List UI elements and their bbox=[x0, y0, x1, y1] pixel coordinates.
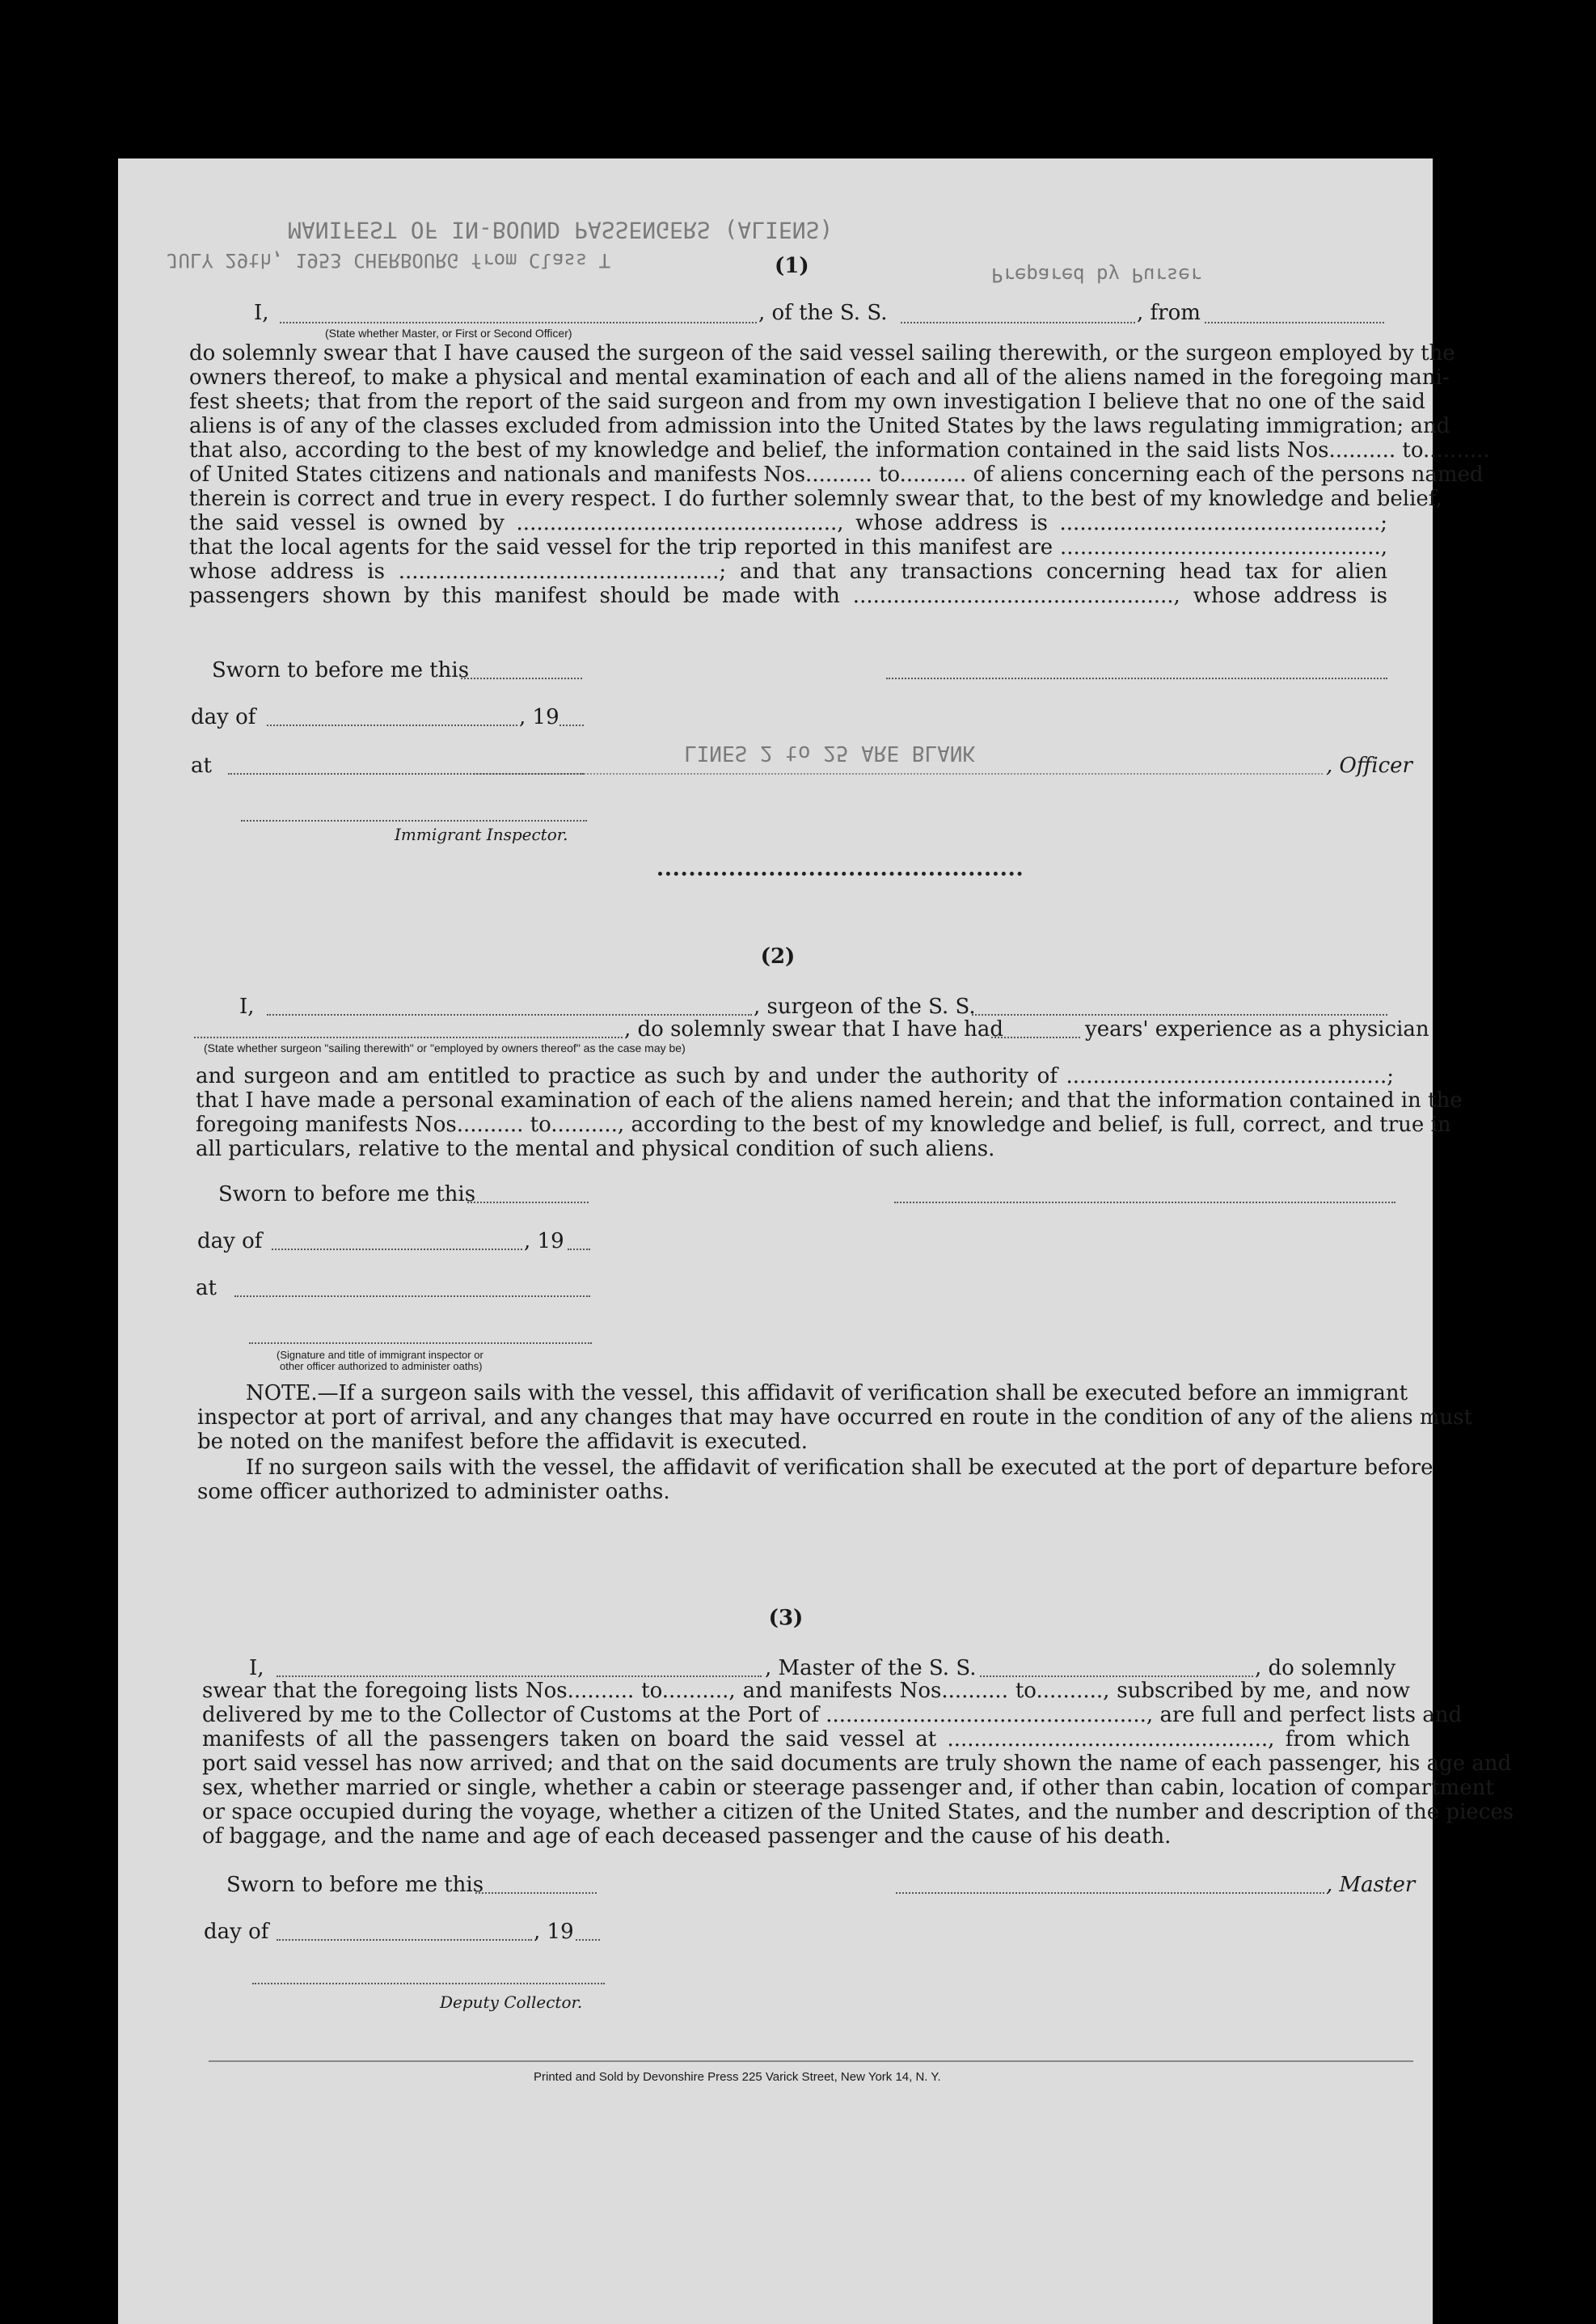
body-line: that I have made a personal examination of each of the aliens named herein; and that the information contained in the bbox=[196, 1088, 1463, 1113]
section2-sworn-label: Sworn to before me this bbox=[218, 1182, 476, 1206]
section1-i: I, bbox=[254, 301, 269, 325]
section3-number: (3) bbox=[768, 1606, 804, 1630]
body-line: manifests of all the passengers taken on board the said vessel at ................................................, from which bbox=[202, 1727, 1410, 1751]
binder-hole bbox=[1484, 1206, 1528, 1250]
note-line: NOTE.—If a surgeon sails with the vessel, this affidavit of verification shall be executed before an immigrant bbox=[246, 1381, 1408, 1405]
section1-day-field[interactable] bbox=[267, 725, 517, 726]
header-manifest-title: MANIFEST OF IN-BOUND PASSENGERS (ALIENS) bbox=[288, 217, 834, 243]
section1-sworn-label: Sworn to before me this bbox=[212, 658, 470, 682]
body-line: sex, whether married or single, whether a cabin or steerage passenger and, if other than cabin, location of compartment bbox=[202, 1776, 1494, 1800]
surgeon-name-field[interactable] bbox=[267, 1014, 752, 1016]
body-line: passengers shown by this manifest should be made with ................................................, whose address is bbox=[189, 584, 1387, 608]
body-line: foregoing manifests Nos.......... to.........., according to the best of my knowledge and belief, is full, correct, and true in bbox=[196, 1113, 1451, 1137]
master-name-field[interactable] bbox=[280, 322, 757, 323]
header-prepared-by: Prepared by Purser bbox=[991, 264, 1202, 286]
section1-subnote: (State whether Master, or First or Second Officer) bbox=[325, 327, 572, 340]
section3-year-label: , 19 bbox=[534, 1920, 574, 1944]
section1-day-of-label: day of bbox=[191, 705, 256, 729]
binder-hole bbox=[1465, 844, 1509, 888]
section3-day-field[interactable] bbox=[277, 1939, 532, 1941]
section2-swear-text: , do solemnly swear that I have had bbox=[624, 1017, 1004, 1042]
section2-at-field[interactable] bbox=[234, 1295, 590, 1297]
section3-sworn-label: Sworn to before me this bbox=[226, 1873, 484, 1897]
body-line: therein is correct and true in every respect. I do further solemnly swear that, to the best of my knowledge and belief, bbox=[189, 487, 1442, 511]
section2-number: (2) bbox=[760, 944, 796, 969]
body-line: or space occupied during the voyage, whether a citizen of the United States, and the number and description of the pieces bbox=[202, 1800, 1514, 1824]
binder-hole bbox=[1484, 1544, 1528, 1588]
section3-master-label: , Master bbox=[1326, 1873, 1416, 1897]
section2-sig-note2: other officer authorized to administer oaths) bbox=[280, 1360, 483, 1372]
section2-signature-line[interactable] bbox=[894, 1202, 1395, 1203]
printer-credit: Printed and Sold by Devonshire Press 225 Varick Street, New York 14, N. Y. bbox=[534, 2070, 941, 2084]
section2-inspector-line[interactable] bbox=[249, 1342, 592, 1344]
section1-inspector-line[interactable] bbox=[241, 820, 587, 822]
note-line: inspector at port of arrival, and any changes that may have occurred en route in the condition of any of the aliens must bbox=[197, 1405, 1473, 1430]
section1-sworn-field[interactable] bbox=[461, 678, 582, 679]
body-line: of baggage, and the name and age of each deceased passenger and the cause of his death. bbox=[202, 1824, 1172, 1849]
section1-number: (1) bbox=[775, 254, 809, 278]
section1-of-ss: , of the S. S. bbox=[758, 301, 888, 325]
years-experience-field[interactable] bbox=[991, 1037, 1080, 1038]
body-line: of United States citizens and nationals and manifests Nos.......... to.......... of aliens concerning each of the persons named bbox=[189, 463, 1484, 487]
body-line: aliens is of any of the classes excluded from admission into the United States by the laws regulating immigration; and bbox=[189, 414, 1450, 438]
section1-officer-field[interactable] bbox=[474, 773, 1323, 775]
note-line: If no surgeon sails with the vessel, the affidavit of verification shall be executed at the port of departure before bbox=[246, 1456, 1433, 1480]
section2-year-label: , 19 bbox=[524, 1229, 564, 1253]
body-line: fest sheets; that from the report of the said surgeon and from my own investigation I believe that no one of the said bbox=[189, 390, 1425, 414]
body-line: whose address is ................................................; and that any transactions concerning head tax for alien bbox=[189, 560, 1387, 584]
section2-year-field[interactable] bbox=[568, 1249, 590, 1250]
body-line: swear that the foregoing lists Nos.......... to.........., and manifests Nos.......... to.........., subscribed by me, and now bbox=[202, 1679, 1410, 1703]
footer-rule bbox=[209, 2060, 1413, 2062]
body-line: the said vessel is owned by ................................................, whose address is ................................................; bbox=[189, 511, 1387, 535]
blank-lines-stamp: LINES 2 to 25 ARE BLANK bbox=[684, 741, 976, 765]
section1-from: , from bbox=[1137, 301, 1201, 325]
section2-sig-note1: (Signature and title of immigrant inspector or bbox=[277, 1349, 483, 1361]
section3-master-of: , Master of the S. S. bbox=[765, 1656, 977, 1680]
section3-vessel-field[interactable] bbox=[980, 1675, 1253, 1677]
note-line: be noted on the manifest before the affidavit is executed. bbox=[197, 1430, 809, 1454]
section2-at-label: at bbox=[196, 1276, 217, 1300]
from-port-field[interactable] bbox=[1205, 322, 1384, 323]
body-line: port said vessel has now arrived; and that on the said documents are truly shown the name of each passenger, his age and bbox=[202, 1751, 1512, 1776]
section1-signature-line[interactable] bbox=[886, 678, 1387, 679]
section1-inspector-label: Immigrant Inspector. bbox=[395, 825, 568, 844]
section1-officer-label: , Officer bbox=[1326, 754, 1412, 778]
body-line: and surgeon and am entitled to practice as such by and under the authority of ................................................; bbox=[196, 1064, 1394, 1088]
binder-hole bbox=[1460, 367, 1504, 411]
section3-solemnly: , do solemnly bbox=[1255, 1656, 1396, 1680]
section1-year-label: , 19 bbox=[519, 705, 559, 729]
section3-i: I, bbox=[249, 1656, 264, 1680]
body-line: all particulars, relative to the mental and physical condition of such aliens. bbox=[196, 1137, 995, 1161]
body-line: delivered by me to the Collector of Customs at the Port of ................................................, are full and perfect lists and bbox=[202, 1703, 1463, 1727]
binder-hole bbox=[1457, 325, 1501, 369]
binder-hole bbox=[1457, 202, 1501, 246]
section3-year-field[interactable] bbox=[576, 1939, 600, 1941]
section3-master-signature[interactable] bbox=[896, 1892, 1324, 1894]
header-date-line: JULY 29th, 1953 CHERBOURG from Class T bbox=[167, 249, 611, 272]
section-divider bbox=[658, 872, 1022, 876]
binder-hole bbox=[1488, 2086, 1531, 2130]
body-line: do solemnly swear that I have caused the surgeon of the said vessel sailing therewith, or the surgeon employed by the bbox=[189, 341, 1455, 366]
section2-i: I, bbox=[239, 995, 255, 1019]
binder-hole bbox=[1488, 2201, 1531, 2245]
section2-subnote: (State whether surgeon "sailing therewith" or "employed by owners thereof" as the case may be) bbox=[204, 1042, 686, 1054]
surgeon-status-field[interactable] bbox=[194, 1037, 623, 1038]
section2-day-field[interactable] bbox=[272, 1249, 522, 1250]
body-line: that also, according to the best of my knowledge and belief, the information contained in the said lists Nos.......... to.......... bbox=[189, 438, 1490, 463]
vessel-name-field[interactable] bbox=[901, 322, 1135, 323]
section2-day-of-label: day of bbox=[197, 1229, 263, 1253]
section3-collector-line[interactable] bbox=[252, 1983, 605, 1984]
binder-hole bbox=[1460, 713, 1504, 757]
section2-surgeon-of: , surgeon of the S. S. bbox=[754, 995, 976, 1019]
document-page bbox=[118, 158, 1514, 2324]
section1-at-label: at bbox=[191, 754, 212, 778]
note-line: some officer authorized to administer oaths. bbox=[197, 1480, 670, 1504]
binder-hole bbox=[1484, 1680, 1528, 1724]
body-line: owners thereof, to make a physical and mental examination of each and all of the aliens named in the foregoing mani- bbox=[189, 366, 1450, 390]
section2-sworn-field[interactable] bbox=[467, 1202, 589, 1203]
section3-sworn-field[interactable] bbox=[475, 1892, 597, 1894]
section3-deputy-label: Deputy Collector. bbox=[440, 1992, 583, 2012]
section3-master-field[interactable] bbox=[277, 1675, 762, 1677]
body-line: that the local agents for the said vessel for the trip reported in this manifest are ................................................, bbox=[189, 535, 1387, 560]
section2-physician-text: years' experience as a physician bbox=[1085, 1017, 1429, 1042]
section3-day-of-label: day of bbox=[204, 1920, 269, 1944]
section1-year-field[interactable] bbox=[559, 725, 584, 726]
section2-vessel-field[interactable] bbox=[972, 1014, 1387, 1016]
